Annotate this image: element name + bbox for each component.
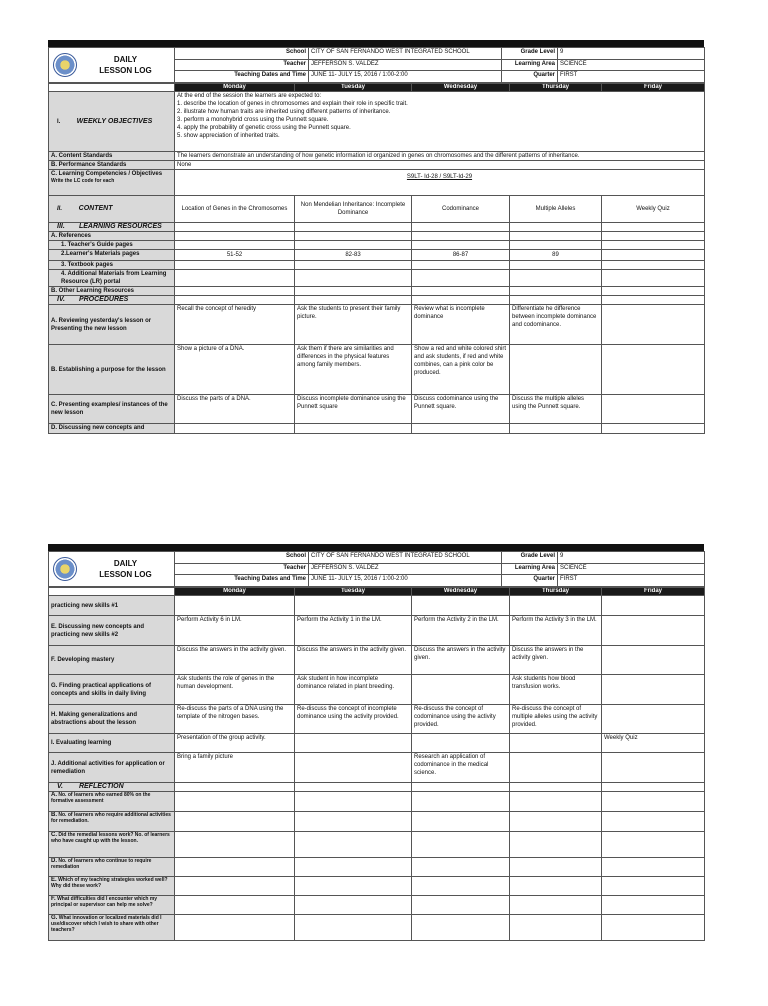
reflection-row-e: [49, 877, 705, 896]
school-value: CITY OF SAN FERNANDO WEST INTEGRATED SCHOOL: [309, 552, 502, 564]
procedure-j-friday: [602, 753, 705, 783]
content-row: [49, 196, 705, 223]
reflection-e-label: Which of my teaching strategies worked well? Why did these work?: [51, 877, 168, 889]
procedure-g-label: G. Finding practical applications of concepts and skills in daily living: [49, 675, 175, 705]
competencies-value-cell: [175, 170, 705, 196]
quarter-label: Quarter: [502, 71, 558, 83]
dates-label: Teaching Dates and Time: [175, 71, 309, 83]
procedure-i-monday: Presentation of the group activity.: [175, 734, 295, 753]
procedure-a-wednesday: Review what is incomplete dominance: [412, 305, 510, 345]
content-monday: Location of Genes in the Chromosomes: [175, 196, 295, 223]
reflection-f-letter: F.: [51, 896, 56, 902]
procedure-i-friday: Weekly Quiz: [602, 734, 705, 753]
content-label: CONTENT: [78, 205, 113, 212]
reflection-row-f: [49, 896, 705, 915]
reflection-row-b: [49, 812, 705, 832]
reflection-e-letter: E.: [51, 877, 57, 883]
objective-4: 4. apply the probability of genetic cross using the Punnett square.: [177, 125, 351, 131]
top-black-bar: [48, 40, 704, 47]
day-thursday: Thursday: [510, 84, 602, 92]
day-friday: Friday: [602, 588, 705, 596]
school-label: School: [175, 552, 309, 564]
header-logo-cell: [49, 48, 175, 83]
deped-seal-icon: [53, 53, 77, 77]
reflection-row-d: [49, 858, 705, 877]
procedure-j-wednesday: Research an application of codominance in the medical science.: [412, 753, 510, 783]
procedure-d-label: D. Discussing new concepts and: [49, 424, 175, 434]
reflection-row-c: [49, 832, 705, 858]
content-standards-label: A. Content Standards: [49, 152, 175, 161]
procedure-f-label: F. Developing mastery: [49, 646, 175, 675]
area-value: SCIENCE: [558, 59, 705, 71]
procedure-i-tuesday: [295, 734, 412, 753]
procedure-row-c: [49, 395, 705, 424]
procedure-a-friday: [602, 305, 705, 345]
learners-materials-row: [49, 250, 705, 261]
procedure-e-monday: Perform Activity 6 in LM.: [175, 616, 295, 646]
procedure-h-wednesday: Re-discuss the concept of codominance using the activity provided.: [412, 705, 510, 734]
lm-pages-tuesday: 82-83: [295, 250, 412, 261]
reflection-label-cell: [49, 783, 175, 792]
procedure-row-j: [49, 753, 705, 783]
procedure-g-thursday: Ask students how blood transfusion works.: [510, 675, 602, 705]
reflection-g-letter: G.: [51, 915, 58, 921]
reflection-c-letter: C.: [51, 832, 57, 838]
procedure-row-b: [49, 345, 705, 395]
grade-value: 9: [558, 552, 705, 564]
day-monday: Monday: [175, 588, 295, 596]
performance-standards-row: [49, 161, 705, 170]
header-table: [48, 551, 705, 587]
additional-materials-row: [49, 270, 705, 287]
procedure-row-h: [49, 705, 705, 734]
area-value: SCIENCE: [558, 563, 705, 575]
lm-pages-wednesday: 86-87: [412, 250, 510, 261]
performance-standards-label: B. Performance Standards: [49, 161, 175, 170]
content-thursday: Multiple Alleles: [510, 196, 602, 223]
procedure-i-label: I. Evaluating learning: [49, 734, 175, 753]
procedure-b-monday: Show a picture of a DNA.: [175, 345, 295, 395]
teacher-label: Teacher: [175, 59, 309, 71]
objectives-label: WEEKLY OBJECTIVES: [76, 117, 153, 125]
procedure-row-d: [49, 424, 705, 434]
procedure-i-thursday: [510, 734, 602, 753]
procedure-c-monday: Discuss the parts of a DNA.: [175, 395, 295, 424]
procedure-row-g: [49, 675, 705, 705]
objective-2: 2. illustrate how human traits are inherited using different patterns of inheritance.: [177, 109, 391, 115]
reflection-label: REFLECTION: [78, 783, 124, 790]
resources-label: LEARNING RESOURCES: [78, 223, 162, 230]
procedure-e-wednesday: Perform the Activity 2 in the LM.: [412, 616, 510, 646]
dll-title-line2: LESSON LOG: [99, 570, 152, 579]
dates-value: JUNE 11- JULY 15, 2016 / 1:00-2:00: [309, 575, 502, 587]
header-logo-cell: [49, 552, 175, 587]
area-label: Learning Area: [502, 563, 558, 575]
content-friday: Weekly Quiz: [602, 196, 705, 223]
procedure-g-tuesday: Ask student in how incomplete dominance related in plant breeding.: [295, 675, 412, 705]
content-wednesday: Codominance: [412, 196, 510, 223]
objectives-text: [175, 92, 705, 152]
procedure-i-wednesday: [412, 734, 510, 753]
reflection-b-letter: B.: [51, 812, 57, 818]
procedure-row-e: [49, 616, 705, 646]
procedure-h-tuesday: Re-discuss the concept of incomplete dominance using the activity provided.: [295, 705, 412, 734]
references-label: A. References: [49, 232, 175, 241]
performance-standards-value: None: [175, 161, 705, 170]
objectives-label-cell: [49, 92, 175, 152]
learners-materials-label: 2.Learner's Materials pages: [49, 250, 175, 261]
procedure-h-label: H. Making generalizations and abstractions about the lesson: [49, 705, 175, 734]
reflection-c-label: Did the remedial lessons work? No. of learners who have caught up with the lesson.: [51, 832, 170, 844]
procedure-row-f: [49, 646, 705, 675]
resources-label-cell: [49, 223, 175, 232]
reflection-row-a: [49, 792, 705, 812]
textbook-label: 3. Textbook pages: [49, 261, 175, 270]
day-friday: Friday: [602, 84, 705, 92]
dll-title-line2: LESSON LOG: [99, 66, 152, 75]
references-row: [49, 232, 705, 241]
reflection-f-cell: [49, 896, 175, 915]
teacher-value: JEFFERSON S. VALDEZ: [309, 59, 502, 71]
reflection-g-label: What innovation or localized materials did I use/discover which I wish to share with other teachers?: [51, 915, 162, 933]
reflection-d-letter: D.: [51, 858, 57, 864]
procedure-c-tuesday: Discuss incomplete dominance using the Punnett square: [295, 395, 412, 424]
procedure-c-thursday: Discuss the multiple alleles using the Punnett square.: [510, 395, 602, 424]
reflection-d-cell: [49, 858, 175, 877]
reflection-num: V.: [57, 783, 63, 790]
school-label: School: [175, 48, 309, 60]
procedure-c-wednesday: Discuss codominance using the Punnett square.: [412, 395, 510, 424]
procedure-e-tuesday: Perform the Activity 1 in the LM.: [295, 616, 412, 646]
procedure-j-thursday: [510, 753, 602, 783]
lm-pages-friday: [602, 250, 705, 261]
procedure-h-monday: Re-discuss the parts of a DNA using the template of the nitrogen bases.: [175, 705, 295, 734]
reflection-d-label: No. of learners who continue to require remediation: [51, 858, 152, 870]
procedure-h-thursday: Re-discuss the concept of multiple alleles using the activity provided.: [510, 705, 602, 734]
additional-materials-label: 4. Additional Materials from Learning Resource (LR) portal: [49, 270, 175, 287]
day-wednesday: Wednesday: [412, 588, 510, 596]
procedure-g-monday: Ask students the role of genes in the human development.: [175, 675, 295, 705]
quarter-value: FIRST: [558, 575, 705, 587]
procedure-e-thursday: Perform the Activity 3 in the LM.: [510, 616, 602, 646]
grade-label: Grade Level: [502, 48, 558, 60]
competencies-label: C. Learning Competencies / Objectives: [51, 171, 163, 177]
procedure-f-tuesday: Discuss the answers in the activity given.: [295, 646, 412, 675]
reflection-row-g: [49, 915, 705, 941]
day-header-row: [49, 84, 705, 92]
procedure-a-thursday: Differentiate he difference between incomplete dominance and codominance.: [510, 305, 602, 345]
procedure-j-monday: Bring a family picture: [175, 753, 295, 783]
procedure-row-d-cont: [49, 596, 705, 616]
day-wednesday: Wednesday: [412, 84, 510, 92]
day-header-row: [49, 588, 705, 596]
procedure-a-tuesday: Ask the students to present their family picture.: [295, 305, 412, 345]
quarter-label: Quarter: [502, 575, 558, 587]
day-tuesday: Tuesday: [295, 84, 412, 92]
procedure-j-tuesday: [295, 753, 412, 783]
procedure-f-thursday: Discuss the answers in the activity given.: [510, 646, 602, 675]
dll-title-line1: DAILY: [113, 559, 138, 568]
objective-3: 3. perform a monohybrid cross using the Punnett square.: [177, 117, 329, 123]
procedure-j-label: J. Additional activities for application or remediation: [49, 753, 175, 783]
reflection-b-cell: [49, 812, 175, 832]
lm-pages-thursday: 89: [510, 250, 602, 261]
content-tuesday: Non Mendelian Inheritance: Incomplete Dominance: [295, 196, 412, 223]
day-thursday: Thursday: [510, 588, 602, 596]
deped-seal-icon: [53, 557, 77, 581]
reflection-f-label: What difficulties did I encounter which my principal or supervisor can help me solve?: [51, 896, 158, 908]
lesson-table-2: [48, 587, 705, 941]
reflection-a-letter: A.: [51, 792, 57, 798]
other-resources-label: B. Other Learning Resources: [49, 287, 175, 296]
procedure-b-label: B. Establishing a purpose for the lesson: [49, 345, 175, 395]
lesson-table-1: [48, 83, 705, 434]
dates-value: JUNE 11- JULY 15, 2016 / 1:00-2:00: [309, 71, 502, 83]
dll-title-line1: DAILY: [113, 55, 138, 64]
objective-1: 1. describe the location of genes in chromosomes and explain their role in specific trait.: [177, 101, 408, 107]
area-label: Learning Area: [502, 59, 558, 71]
quarter-value: FIRST: [558, 71, 705, 83]
procedure-c-friday: [602, 395, 705, 424]
procedure-a-label: A. Reviewing yesterday's lesson or Presenting the new lesson: [49, 305, 175, 345]
day-monday: Monday: [175, 84, 295, 92]
lesson-log-page-2: [48, 544, 704, 941]
objective-5: 5. show appreciation of inherited traits.: [177, 133, 280, 139]
day-tuesday: Tuesday: [295, 588, 412, 596]
competencies-label-cell: [49, 170, 175, 196]
procedure-g-wednesday: [412, 675, 510, 705]
reflection-row: [49, 783, 705, 792]
procedure-f-friday: [602, 646, 705, 675]
grade-label: Grade Level: [502, 552, 558, 564]
content-standards-row: [49, 152, 705, 161]
resources-row: [49, 223, 705, 232]
competencies-code: S9LT- Id-28 / S9LT-Id-29: [406, 174, 473, 180]
procedure-h-friday: [602, 705, 705, 734]
procedure-g-friday: [602, 675, 705, 705]
procedure-e-friday: [602, 616, 705, 646]
header-table: [48, 47, 705, 83]
resources-num: III.: [57, 223, 65, 230]
procedure-d-cont-label: practicing new skills #1: [49, 596, 175, 616]
procedure-a-monday: Recall the concept of heredity: [175, 305, 295, 345]
procedures-num: IV.: [57, 296, 65, 303]
procedure-row-a: [49, 305, 705, 345]
content-standards-value: The learners demonstrate an understanding of how genetic information id organized in genes on chromosomes and the different patterns of inheritance.: [175, 152, 705, 161]
procedure-b-friday: [602, 345, 705, 395]
competencies-sub: Write the LC code for each: [51, 178, 115, 184]
other-resources-row: [49, 287, 705, 296]
procedure-b-thursday: [510, 345, 602, 395]
reflection-a-cell: [49, 792, 175, 812]
reflection-e-cell: [49, 877, 175, 896]
school-value: CITY OF SAN FERNANDO WEST INTEGRATED SCHOOL: [309, 48, 502, 60]
teacher-label: Teacher: [175, 563, 309, 575]
reflection-b-label: No. of learners who require additional activities for remediation.: [51, 812, 171, 824]
competencies-row: [49, 170, 705, 196]
lm-pages-monday: 51-52: [175, 250, 295, 261]
objectives-num: I.: [57, 118, 61, 125]
objectives-row: [49, 92, 705, 152]
dates-label: Teaching Dates and Time: [175, 575, 309, 587]
reflection-c-cell: [49, 832, 175, 858]
lesson-log-page-1: [48, 40, 704, 434]
top-black-bar: [48, 544, 704, 551]
teachers-guide-label: 1. Teacher's Guide pages: [49, 241, 175, 250]
procedure-b-tuesday: Ask them if there are similarities and differences in the physical features among family members.: [295, 345, 412, 395]
reflection-a-label: No. of learners who earned 80% on the formative assessment: [51, 792, 151, 804]
procedure-b-wednesday: Show a red and white colored shirt and ask students, if red and white combines, can a pink color be produced.: [412, 345, 510, 395]
procedure-f-wednesday: Discuss the answers in the activity given.: [412, 646, 510, 675]
teacher-value: JEFFERSON S. VALDEZ: [309, 563, 502, 575]
teachers-guide-row: [49, 241, 705, 250]
content-num: II.: [57, 206, 63, 212]
objective-intro: At the end of the session the learners are expected to:: [177, 93, 322, 99]
procedures-label-cell: [49, 296, 175, 305]
procedure-f-monday: Discuss the answers in the activity given.: [175, 646, 295, 675]
content-label-cell: [49, 196, 175, 223]
procedures-row: [49, 296, 705, 305]
procedure-row-i: [49, 734, 705, 753]
procedure-c-label: C. Presenting examples/ instances of the new lesson: [49, 395, 175, 424]
reflection-g-cell: [49, 915, 175, 941]
procedures-label: PROCEDURES: [78, 296, 129, 303]
grade-value: 9: [558, 48, 705, 60]
procedure-e-label: E. Discussing new concepts and practicing new skills #2: [49, 616, 175, 646]
textbook-row: [49, 261, 705, 270]
